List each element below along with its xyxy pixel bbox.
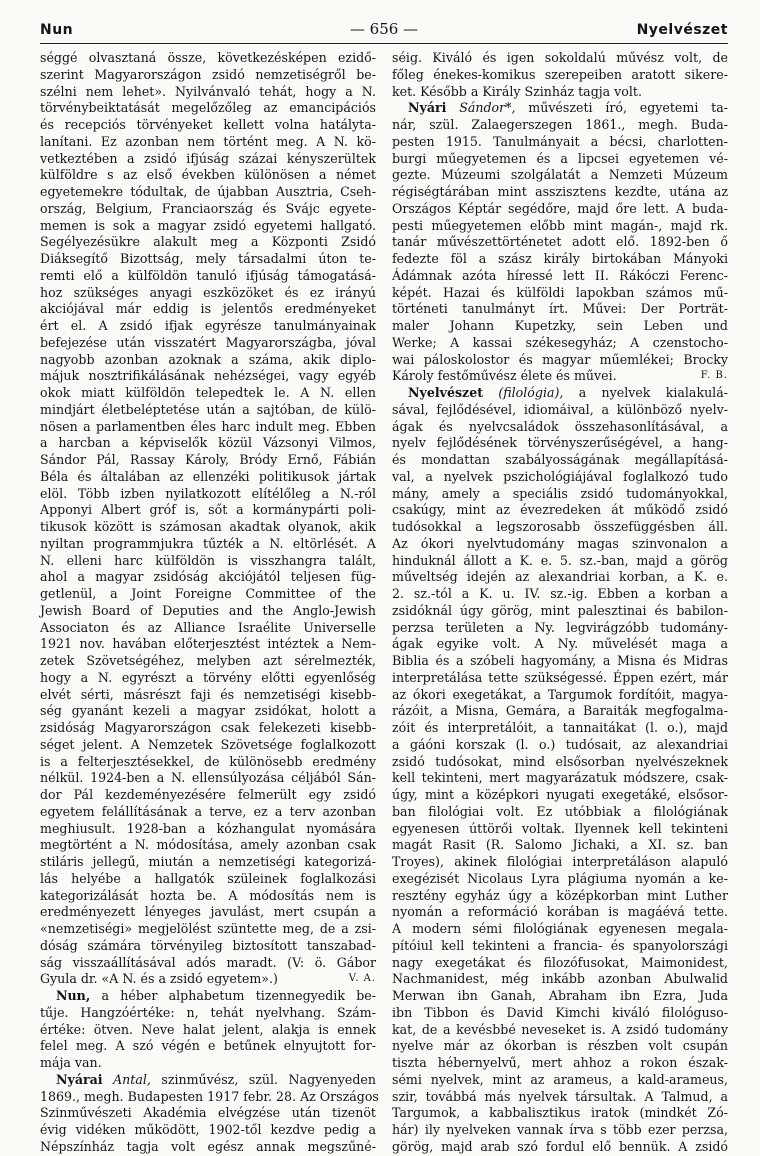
line-text: is a felterjesztésekkel, de különösebb eredmény — [40, 753, 376, 769]
text-line — [40, 84, 376, 101]
page-number: — 656 — — [349, 20, 419, 38]
text-line — [392, 904, 728, 921]
text-line — [392, 888, 728, 905]
text-line — [40, 301, 376, 318]
line-text: régiségtárában mint asszisztens kezdte, utána az — [392, 184, 728, 199]
text-line — [40, 687, 376, 704]
text-line — [392, 787, 728, 804]
text-line — [40, 1022, 376, 1039]
line-text: hár) ily nyelveken vannak írva s több ezer perzsa, — [392, 1122, 728, 1137]
line-text: úgy, mint a középkori nyugati exegetáké, elsősor- — [392, 787, 728, 802]
line-text: szélni nem lehet». Nyilvánvaló tehát, hogy a N. — [40, 83, 376, 99]
text-line — [392, 1105, 728, 1122]
line-text: ibn Tibbon és David Kimchi kiváló filológuso- — [392, 1004, 728, 1020]
text-line — [40, 50, 376, 67]
line-text: csakúgy, mint az évezredeken át működő zsidó — [392, 502, 728, 518]
line-text: főleg énekes-komikus szerepeiben aratott sikere- — [392, 66, 728, 82]
line-text: Sándor Pál, Rassay Károly, Bródy Ernő, Fábián — [40, 452, 376, 467]
text-line — [40, 184, 376, 201]
text-line — [392, 285, 728, 302]
text-line — [392, 1139, 728, 1156]
text-line — [40, 553, 376, 570]
text-line — [392, 1022, 728, 1039]
text-line — [40, 871, 376, 888]
text-line — [40, 117, 376, 134]
text-line — [392, 352, 728, 369]
text-line — [392, 1089, 728, 1106]
entry-headword: Nun, — [56, 988, 91, 1003]
text-line — [392, 737, 728, 754]
text-line — [392, 536, 728, 553]
text-line — [392, 201, 728, 218]
line-text: ágak egyike volt. A Ny. művelését maga a — [392, 636, 728, 652]
text-line — [392, 620, 728, 637]
text-line — [392, 385, 728, 402]
text-line — [392, 100, 728, 117]
text-line — [392, 234, 728, 251]
text-line — [40, 770, 376, 787]
line-text: törvénybeiktatását megelőzőleg az emancipációs — [40, 100, 376, 116]
line-text: zsidóknál úgy görög, mint palesztinai és babilon- — [392, 602, 728, 618]
line-text: N. elleni harc külföldön is visszhangra talált, — [40, 552, 376, 568]
text-line — [40, 904, 376, 921]
line-text: évig vidéken működött, 1902-től kezdve pedig a — [40, 1122, 376, 1137]
line-text: történeti tanulmányt írt. Művei: Der Porträt- — [392, 301, 728, 317]
line-text: értéke: ötven. Neve halat jelent, alakja is ennek — [40, 1021, 376, 1037]
text-line — [40, 837, 376, 854]
line-text: Gyula dr. «A N. és a zsidó egyetem».) — [40, 971, 278, 987]
line-text: zsidóság Magyarországon csak felekezeti kisebb- — [40, 720, 376, 735]
text-line — [392, 134, 728, 151]
line-text: remti elő a külföldön tanuló ifjúság támogatásá- — [40, 267, 376, 283]
line-text: pesten 1915. Tanulmányait a bécsi, charlotten- — [392, 133, 728, 149]
line-text: a héber alphabetum tizennegyedik be- — [90, 988, 376, 1003]
entry-subhead: Sándor*, — [446, 100, 516, 116]
text-line — [392, 435, 728, 452]
line-text: wai páloskolostor és magyar műemlékei; Brocky — [392, 351, 728, 367]
line-text: ban filológiai volt. Ez utóbbiak a filológiának — [392, 803, 728, 819]
author-signature: V. A. — [348, 973, 376, 985]
line-text: és mondattan szabályosságának megállapításá- — [392, 452, 728, 467]
line-text: sával, fejlődésével, idiomáival, a különböző nyelv- — [392, 401, 728, 417]
line-text: 2. sz.-tól a K. u. IV. sz.-ig. Ebben a korban a — [392, 586, 728, 601]
line-text: nösen a parlamentben éles harc indult meg. Ebben — [40, 418, 376, 434]
text-line — [40, 1038, 376, 1055]
line-text: okok miatt külföldön telepedtek le. A N. ellen — [40, 385, 376, 400]
text-line — [40, 519, 376, 536]
line-text: pítóiul kell tekinteni a francia- és spanyolországi — [392, 937, 728, 953]
entry-subhead: (filológia), — [483, 385, 564, 400]
text-line — [392, 837, 728, 854]
text-line — [392, 318, 728, 335]
text-line — [392, 854, 728, 871]
line-text: lanítani. Ez azonban nem történt meg. A N. kö- — [40, 133, 376, 149]
text-line — [40, 720, 376, 737]
line-text: lás helyébe a hallgatók szüleinek foglalkozási — [40, 870, 376, 886]
text-line — [40, 234, 376, 251]
text-line — [40, 569, 376, 586]
line-text: rázóit, a Misna, Gemára, a Baraiták megfogalma- — [392, 703, 728, 719]
text-line — [40, 653, 376, 670]
text-line — [392, 50, 728, 67]
text-line — [392, 988, 728, 1005]
text-line — [392, 486, 728, 503]
text-line — [392, 569, 728, 586]
line-text: az ókori exegetákat, a Targumok fordítóit, magya- — [392, 686, 728, 702]
line-text: nagyobb azonban azoknak a száma, akik diplo- — [40, 351, 376, 367]
line-text: nélkül. 1924-ben a N. ellensúlyozása céljából Sán- — [40, 770, 376, 786]
text-line — [392, 1005, 728, 1022]
text-line — [40, 452, 376, 469]
line-text: szerint Magyarországon zsidó nemzetiségről be- — [40, 66, 376, 82]
line-text: sémi nyelvek, mint az arameus, a kald-arameus, — [392, 1071, 728, 1087]
line-text: ágak és nyelvcsaládok összehasonlításával, a — [392, 418, 728, 434]
line-text: «nemzetiségi» megjelölést szüntette meg, de a zsi- — [40, 921, 376, 936]
text-line — [392, 971, 728, 988]
line-text: elvét sérti, másrészt faji és nemzetiségi kisebb- — [40, 686, 376, 702]
line-text: hoz szükséges anyagi eszközöket és ez irányú — [40, 284, 376, 300]
page-header — [40, 16, 728, 46]
line-text: Segélyezésükre alakult meg a Központi Zsidó — [40, 234, 376, 250]
text-line — [40, 854, 376, 871]
line-text: nagy exegetákat és filozófusokat, Maimonidest, — [392, 954, 728, 970]
text-line — [40, 955, 376, 972]
line-text: Károly festőművész élete és művei. — [392, 368, 617, 384]
line-text: perzsa területen a Ny. legvirágzóbb tudomány- — [392, 619, 728, 635]
line-text: ahol a magyar zsidóság akciójától teljesen füg- — [40, 569, 376, 585]
text-line — [392, 603, 728, 620]
line-text: getlenül, a Joint Foreigne Committee of the — [40, 586, 376, 601]
line-text: memen is sok a magyar zsidó egyetemi hallgató. — [40, 217, 376, 233]
line-text: felel meg. A szó végén e betűnek elnyujtott for- — [40, 1038, 376, 1054]
text-line — [40, 335, 376, 352]
text-line — [392, 770, 728, 787]
text-line — [40, 100, 376, 117]
text-line — [40, 352, 376, 369]
text-line — [40, 620, 376, 637]
line-text: zsidó tudósokat, mind elsősorban nyelvészeknek — [392, 753, 728, 769]
text-line — [392, 921, 728, 938]
text-line — [40, 536, 376, 553]
line-text: pesti műegyetemen előbb mint magán-, majd rk. — [392, 217, 728, 233]
entry-headword: Nyelvészet — [408, 385, 484, 400]
text-line — [40, 1055, 376, 1072]
author-signature: F. B. — [700, 370, 728, 382]
line-text: görög, majd arab szó fordul elő bennük. A zsidó — [392, 1138, 728, 1154]
line-text: vetkeztében a zsidó ifjúság százai kényszerültek — [40, 150, 376, 166]
line-text: kat, de a kevésbbé neveseket is. A zsidó tudomány — [392, 1021, 728, 1037]
line-text: maler Johann Kupetzky, sein Leben und — [392, 318, 728, 333]
line-text: hogy a N. egyrészt a törvény előtti egyenlőség — [40, 669, 376, 685]
text-line — [392, 167, 728, 184]
text-line — [392, 804, 728, 821]
line-text: tikusok között is számosan akadtak olyanok, akik — [40, 519, 376, 534]
text-line — [392, 670, 728, 687]
line-text: Merwan ibn Ganah, Abraham ibn Ezra, Juda — [392, 988, 728, 1003]
left-column — [40, 50, 379, 1154]
line-text: egyenesen úttörői voltak. Ilyennek kell tekinteni — [392, 820, 728, 836]
text-line — [40, 502, 376, 519]
text-line — [392, 469, 728, 486]
text-line — [40, 402, 376, 419]
line-text: Troyes), akinek filológiai interpretáláson alapuló — [392, 854, 728, 869]
line-text: tűje. Hangzóértéke: n, tehát nyelvhang. Szám- — [40, 1004, 376, 1020]
text-line — [392, 553, 728, 570]
text-line — [392, 821, 728, 838]
text-line — [392, 519, 728, 536]
text-line — [40, 603, 376, 620]
text-line — [392, 1122, 728, 1139]
line-text: akciójával már eddig is jelentős eredményeket — [40, 301, 376, 317]
line-text: magát Rasit (R. Salomo Jichaki, a XI. sz. ban — [392, 837, 728, 853]
line-text: tudósokkal a legszorosabb összefüggésben áll. — [392, 519, 728, 534]
text-line — [40, 1139, 376, 1156]
text-line — [392, 117, 728, 134]
text-line — [40, 218, 376, 235]
line-text: fedezte föl a szász király birtokában Mányoki — [392, 251, 728, 266]
line-text: szinművész, szül. Nagyenyeden — [150, 1071, 376, 1087]
line-text: zetek Szövetségéhez, melyben azt sérelmezték, — [40, 653, 376, 668]
line-text: Werke; A kassai székesegyház; A czenstocho- — [392, 334, 728, 350]
text-line — [40, 167, 376, 184]
line-text: gezte. Múzeumi szolgálatát a Nemzeti Múzeum — [392, 167, 728, 183]
text-line — [40, 285, 376, 302]
text-line — [40, 703, 376, 720]
text-line — [392, 502, 728, 519]
line-text: séget jelent. A Nemzetek Szövetsége foglalkozott — [40, 736, 376, 752]
text-line — [392, 301, 728, 318]
text-line — [392, 419, 728, 436]
text-line — [40, 586, 376, 603]
line-text: zóit és interpretálóit, a tannaitákat (l. o.), majd — [392, 720, 728, 735]
text-line — [392, 1038, 728, 1055]
text-line — [392, 452, 728, 469]
line-text: nyelve már az ókorban is részben volt csupán — [392, 1038, 728, 1054]
text-line — [392, 218, 728, 235]
line-text: a harcban a képviselők közül Vázsonyi Vilmos, — [40, 435, 376, 451]
line-text: mája van. — [40, 1055, 102, 1070]
line-text: elöl. Több izben nyilatkozott elítélőleg a N.-ról — [40, 485, 376, 501]
text-line — [40, 670, 376, 687]
line-text: stiláris jellegű, miután a nemzetiségi kategorizá- — [40, 854, 376, 869]
line-text: nyiltan programmjukra tűzték a N. eltörlését. A — [40, 535, 376, 551]
text-line — [392, 938, 728, 955]
text-line — [392, 1072, 728, 1089]
line-text: val, a nyelvek pszichológiájával foglalkozó tudo — [392, 468, 728, 484]
text-line — [392, 402, 728, 419]
line-text: hinduknál állott a K. e. 5. sz.-ban, majd a görög — [392, 552, 728, 568]
line-text: Szinművészeti Akadémia elvégzése után tizenöt — [40, 1105, 376, 1121]
line-text: egyetemekre tódultak, de újabban Ausztria, Cseh- — [40, 184, 376, 199]
line-text: interpretálása tette szükségessé. Éppen ezért, már — [392, 669, 728, 685]
text-line — [392, 636, 728, 653]
line-text: burgi műegyetemen és a lipcsei egyetemen vé- — [392, 150, 728, 166]
line-text: Népszínház tagja volt egész annak megszűné- — [40, 1138, 376, 1154]
text-line — [392, 586, 728, 603]
text-line — [40, 469, 376, 486]
line-text: és recepciós törvényeket kellett volna hatálytа- — [40, 117, 376, 132]
text-line — [40, 251, 376, 268]
line-text: ország, Belgium, Franciaország és Svájc egyete- — [40, 200, 376, 216]
line-text: A modern sémi filológiának egyenesen megala- — [392, 921, 728, 936]
text-line — [40, 67, 376, 84]
line-text: Országos Képtár segédőre, majd őre lett. A buda- — [392, 200, 728, 216]
text-line — [40, 368, 376, 385]
text-line — [392, 151, 728, 168]
text-line — [40, 385, 376, 402]
text-line — [392, 184, 728, 201]
text-line — [40, 435, 376, 452]
text-line — [40, 1122, 376, 1139]
line-text: műveltség idején az alexandriai korban, a K. e. — [392, 569, 728, 585]
text-line — [392, 955, 728, 972]
line-text: meghiusult. 1928-ban a kózhangulat nyomására — [40, 820, 376, 836]
text-line — [392, 84, 728, 101]
line-text: mindjárt életbeléptetése után a sajtóban, de külö- — [40, 401, 376, 417]
text-line — [392, 653, 728, 670]
line-text: Biblia és a szóbeli hagyomány, a Misna és Midras — [392, 653, 728, 668]
line-text: nyomán a reformáció korában is magáévá tette. — [392, 904, 728, 920]
line-text: befejezése után visszatért Magyarországba, jóval — [40, 334, 376, 350]
text-line — [40, 486, 376, 503]
text-line — [40, 787, 376, 804]
line-text: Béla és általában az ellenzéki politikusok jártak — [40, 468, 376, 484]
line-text: képét. Hazai és külföldi lapokban számos mű- — [392, 284, 728, 300]
line-text: külföldre s az első években különösen a német — [40, 167, 376, 183]
text-line — [392, 335, 728, 352]
text-line — [392, 754, 728, 771]
text-line — [40, 268, 376, 285]
line-text: eredményezett lényeges javulást, mert csupán a — [40, 904, 376, 920]
line-text: mány, amely a speciális zsidó tudományokkal, — [392, 485, 728, 501]
line-text: Jewish Board of Deputies and the Anglo-Jewish — [40, 602, 376, 618]
text-line — [392, 1055, 728, 1072]
text-line — [40, 804, 376, 821]
line-text: a nyelvek kialakulá- — [563, 385, 728, 400]
line-text: nyelv fejlődésének törvényszerűségével, a hang- — [392, 435, 728, 451]
line-text: Az ókori nyelvtudomány magas szinvonalon a — [392, 535, 728, 551]
line-text: dor Pál kezdeményezésére felmerült egy zsidó — [40, 787, 376, 802]
text-line — [40, 1072, 376, 1089]
line-text: Ádámnak azóta híressé lett II. Rákóczi Ferenc- — [392, 267, 728, 283]
text-line — [40, 1105, 376, 1122]
line-text: 1921 nov. havában előterjesztést intéztek a Nem- — [40, 636, 376, 652]
line-text: ket. Később a Király Szinház tagja volt. — [392, 83, 642, 99]
text-line — [40, 888, 376, 905]
line-text: Associaton és az Alliance Israélite Universelle — [40, 619, 376, 635]
running-head-right: Nyelvészet — [636, 22, 728, 38]
text-line — [40, 921, 376, 938]
text-line — [392, 703, 728, 720]
text-line — [40, 636, 376, 653]
text-line — [40, 988, 376, 1005]
text-line — [40, 938, 376, 955]
line-text: szir, továbbá más nyelvek társultak. A Talmud, a — [392, 1088, 728, 1104]
text-line — [392, 368, 728, 385]
entry-subhead: Antal, — [102, 1071, 151, 1087]
text-line — [40, 1005, 376, 1022]
line-text: dóság számára törvényileg biztosított tanszabad- — [40, 937, 376, 953]
line-text: tanár művészettörténetet adott elő. 1892-ben ő — [392, 234, 728, 250]
line-text: Apponyi Albert gróf is, sőt a kormánypárti poli- — [40, 502, 376, 518]
line-text: egyetem felállításának a terve, ez a terv azonban — [40, 803, 376, 819]
text-line — [392, 251, 728, 268]
line-text: ság visszaállításával adós maradt. (V: ö. Gábor — [40, 954, 376, 970]
running-head-left: Nun — [40, 22, 74, 38]
line-text: májuk nosztrifikálásának nehézségei, vagy egyéb — [40, 368, 376, 384]
text-line — [40, 151, 376, 168]
text-line — [40, 821, 376, 838]
entry-headword: Nyári — [408, 100, 447, 116]
line-text: ség gyanánt kezeli a magyar zsidókat, holott a — [40, 703, 376, 719]
line-text: megtörtént a N. módosítása, amely azonban csak — [40, 837, 376, 853]
line-text: exegézisét Nicolaus Lyra plágiuma nyomán a ke- — [392, 870, 728, 886]
line-text: resztény egyház úgy a középkorban mint Luther — [392, 887, 728, 903]
line-text: ért el. A zsidó ifjak egyrésze tanulmányainak — [40, 318, 376, 333]
right-column — [392, 50, 728, 1154]
line-text: kategorizálását hozta be. A módosítás nem is — [40, 887, 376, 903]
text-line — [40, 1088, 379, 1106]
text-line — [40, 201, 376, 218]
entry-headword: Nyárai — [56, 1071, 103, 1087]
text-line — [392, 871, 728, 888]
text-line — [40, 419, 376, 436]
line-text: tiszta hébernyelvű, mert ahhoz a rokon észak- — [392, 1055, 728, 1070]
text-line — [392, 268, 728, 285]
text-line — [392, 720, 728, 737]
text-line — [392, 67, 728, 84]
header-rule — [40, 43, 728, 44]
line-text: Diáksegítő Bizottság, mely társadalmi úton te- — [40, 251, 376, 266]
line-text: Targumok, a kabbalisztikus iratok (mindkét Zó- — [392, 1105, 728, 1121]
text-line — [40, 754, 376, 771]
line-text: Nachmanidest, még inkább azonban Abulwalid — [392, 971, 728, 987]
text-line — [40, 737, 376, 754]
line-text: séig. Kiváló és igen sokoldalú művész volt, de — [392, 50, 728, 65]
text-line — [40, 134, 376, 151]
line-text: 1869., megh. Budapesten 1917 febr. 28. Az Országos — [40, 1088, 379, 1104]
line-text: a gáóni korszak (l. o.) tudósait, az alexandriai — [392, 736, 728, 752]
line-text: kell tekinteni, mert magyarázatuk módszere, csak- — [392, 770, 728, 786]
line-text: séggé olvasztaná össze, következésképen ezidő- — [40, 50, 376, 65]
text-line — [392, 687, 728, 704]
text-line — [40, 971, 376, 988]
line-text: művészeti író, egyetemi ta- — [515, 100, 728, 116]
text-line — [40, 318, 376, 335]
line-text: nár, szül. Zalaegerszegen 1861., megh. Buda- — [392, 117, 728, 132]
